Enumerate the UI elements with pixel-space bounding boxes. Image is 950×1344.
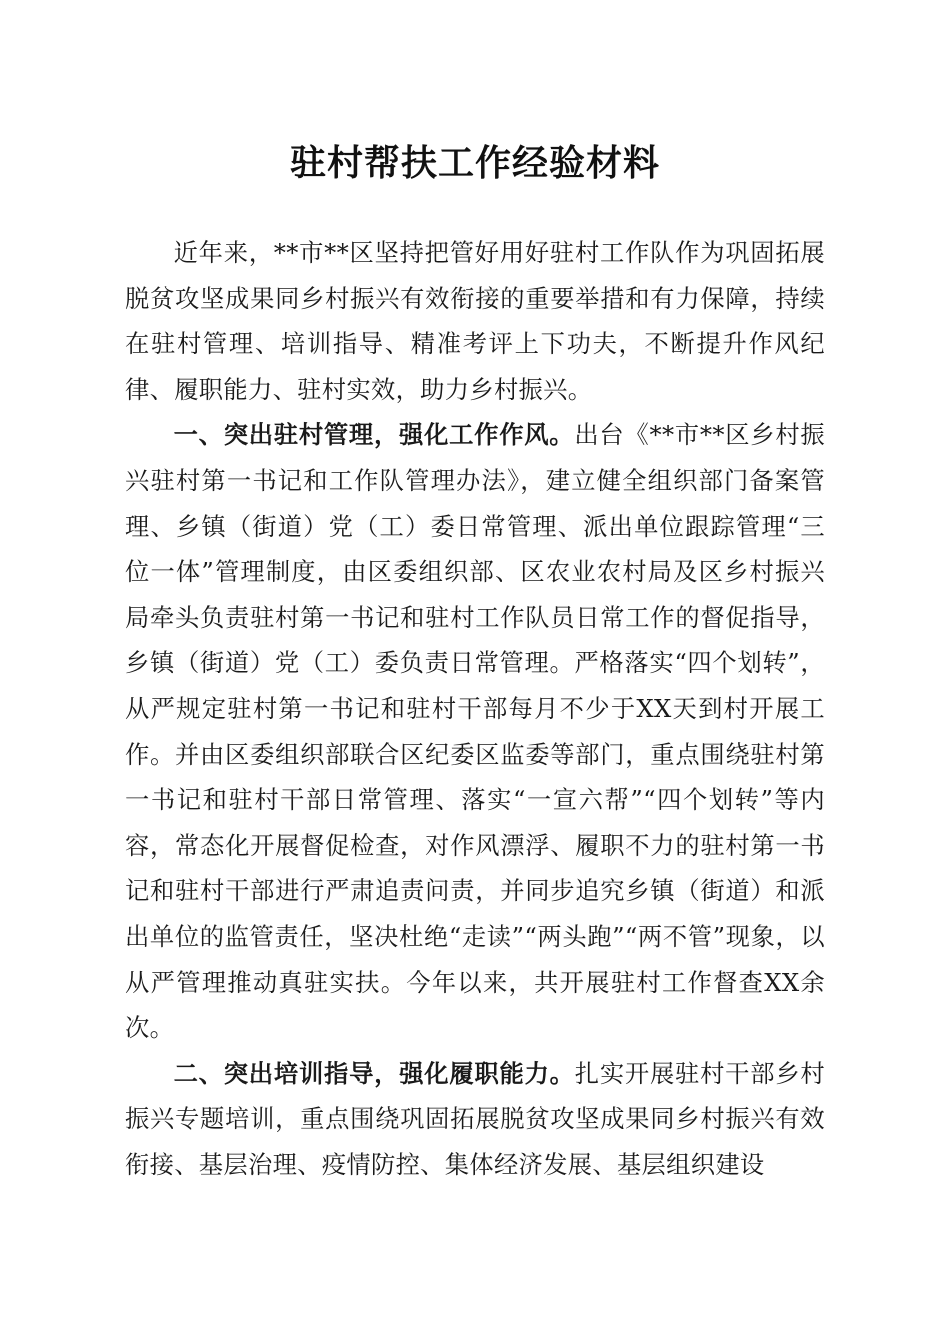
section-heading-2: 二、突出培训指导，强化履职能力。 <box>173 1058 575 1088</box>
section-heading-1: 一、突出驻村管理，强化工作作风。 <box>173 420 575 450</box>
section-text-2: 扎实开展驻村干部乡村振兴专题培训，重点围绕巩固拓展脱贫攻坚成果同乡村振兴有效衔接、基层治理、疫情防控、集体经济发展、基层组织建设 <box>125 1058 825 1179</box>
intro-paragraph: 近年来，**市**区坚持把管好用好驻村工作队作为巩固拓展脱贫攻坚成果同乡村振兴有效衔接的重要举措和有力保障，持续在驻村管理、培训指导、精准考评上下功夫，不断提升作风纪律、履职能力、驻村实效，助力乡村振兴。 <box>125 238 825 404</box>
section-text-1: 出台《**市**区乡村振兴驻村第一书记和工作队管理办法》，建立健全组织部门备案管理、乡镇（街道）党（工）委日常管理、派出单位跟踪管理“三位一体”管理制度，由区委组织部、区农业农村局及区乡村振兴局牵头负责驻村第一书记和驻村工作队员日常工作的督促指导，乡镇（街道）党（工）委负责日常管理。严格落实“四个划转”，从严规定驻村第一书记和驻村干部每月不少于XX天到村开展工作。并由区委组织部联合区纪委区监委等部门，重点围绕驻村第一书记和驻村干部日常管理、落实“一宣六帮”“四个划转”等内容，常态化开展督促检查，对作风漂浮、履职不力的驻村第一书记和驻村干部进行严肃追责问责，并同步追究乡镇（街道）和派出单位的监管责任，坚决杜绝“走读”“两头跑”“两不管”现象，以从严管理推动真驻实扶。今年以来，共开展驻村工作督查XX余次。 <box>125 420 825 1043</box>
section-paragraph-1 <box>125 412 825 1050</box>
document-title: 驻村帮扶工作经验材料 <box>289 142 660 184</box>
document-body <box>125 230 825 1187</box>
section-paragraph-2 <box>125 1051 825 1188</box>
